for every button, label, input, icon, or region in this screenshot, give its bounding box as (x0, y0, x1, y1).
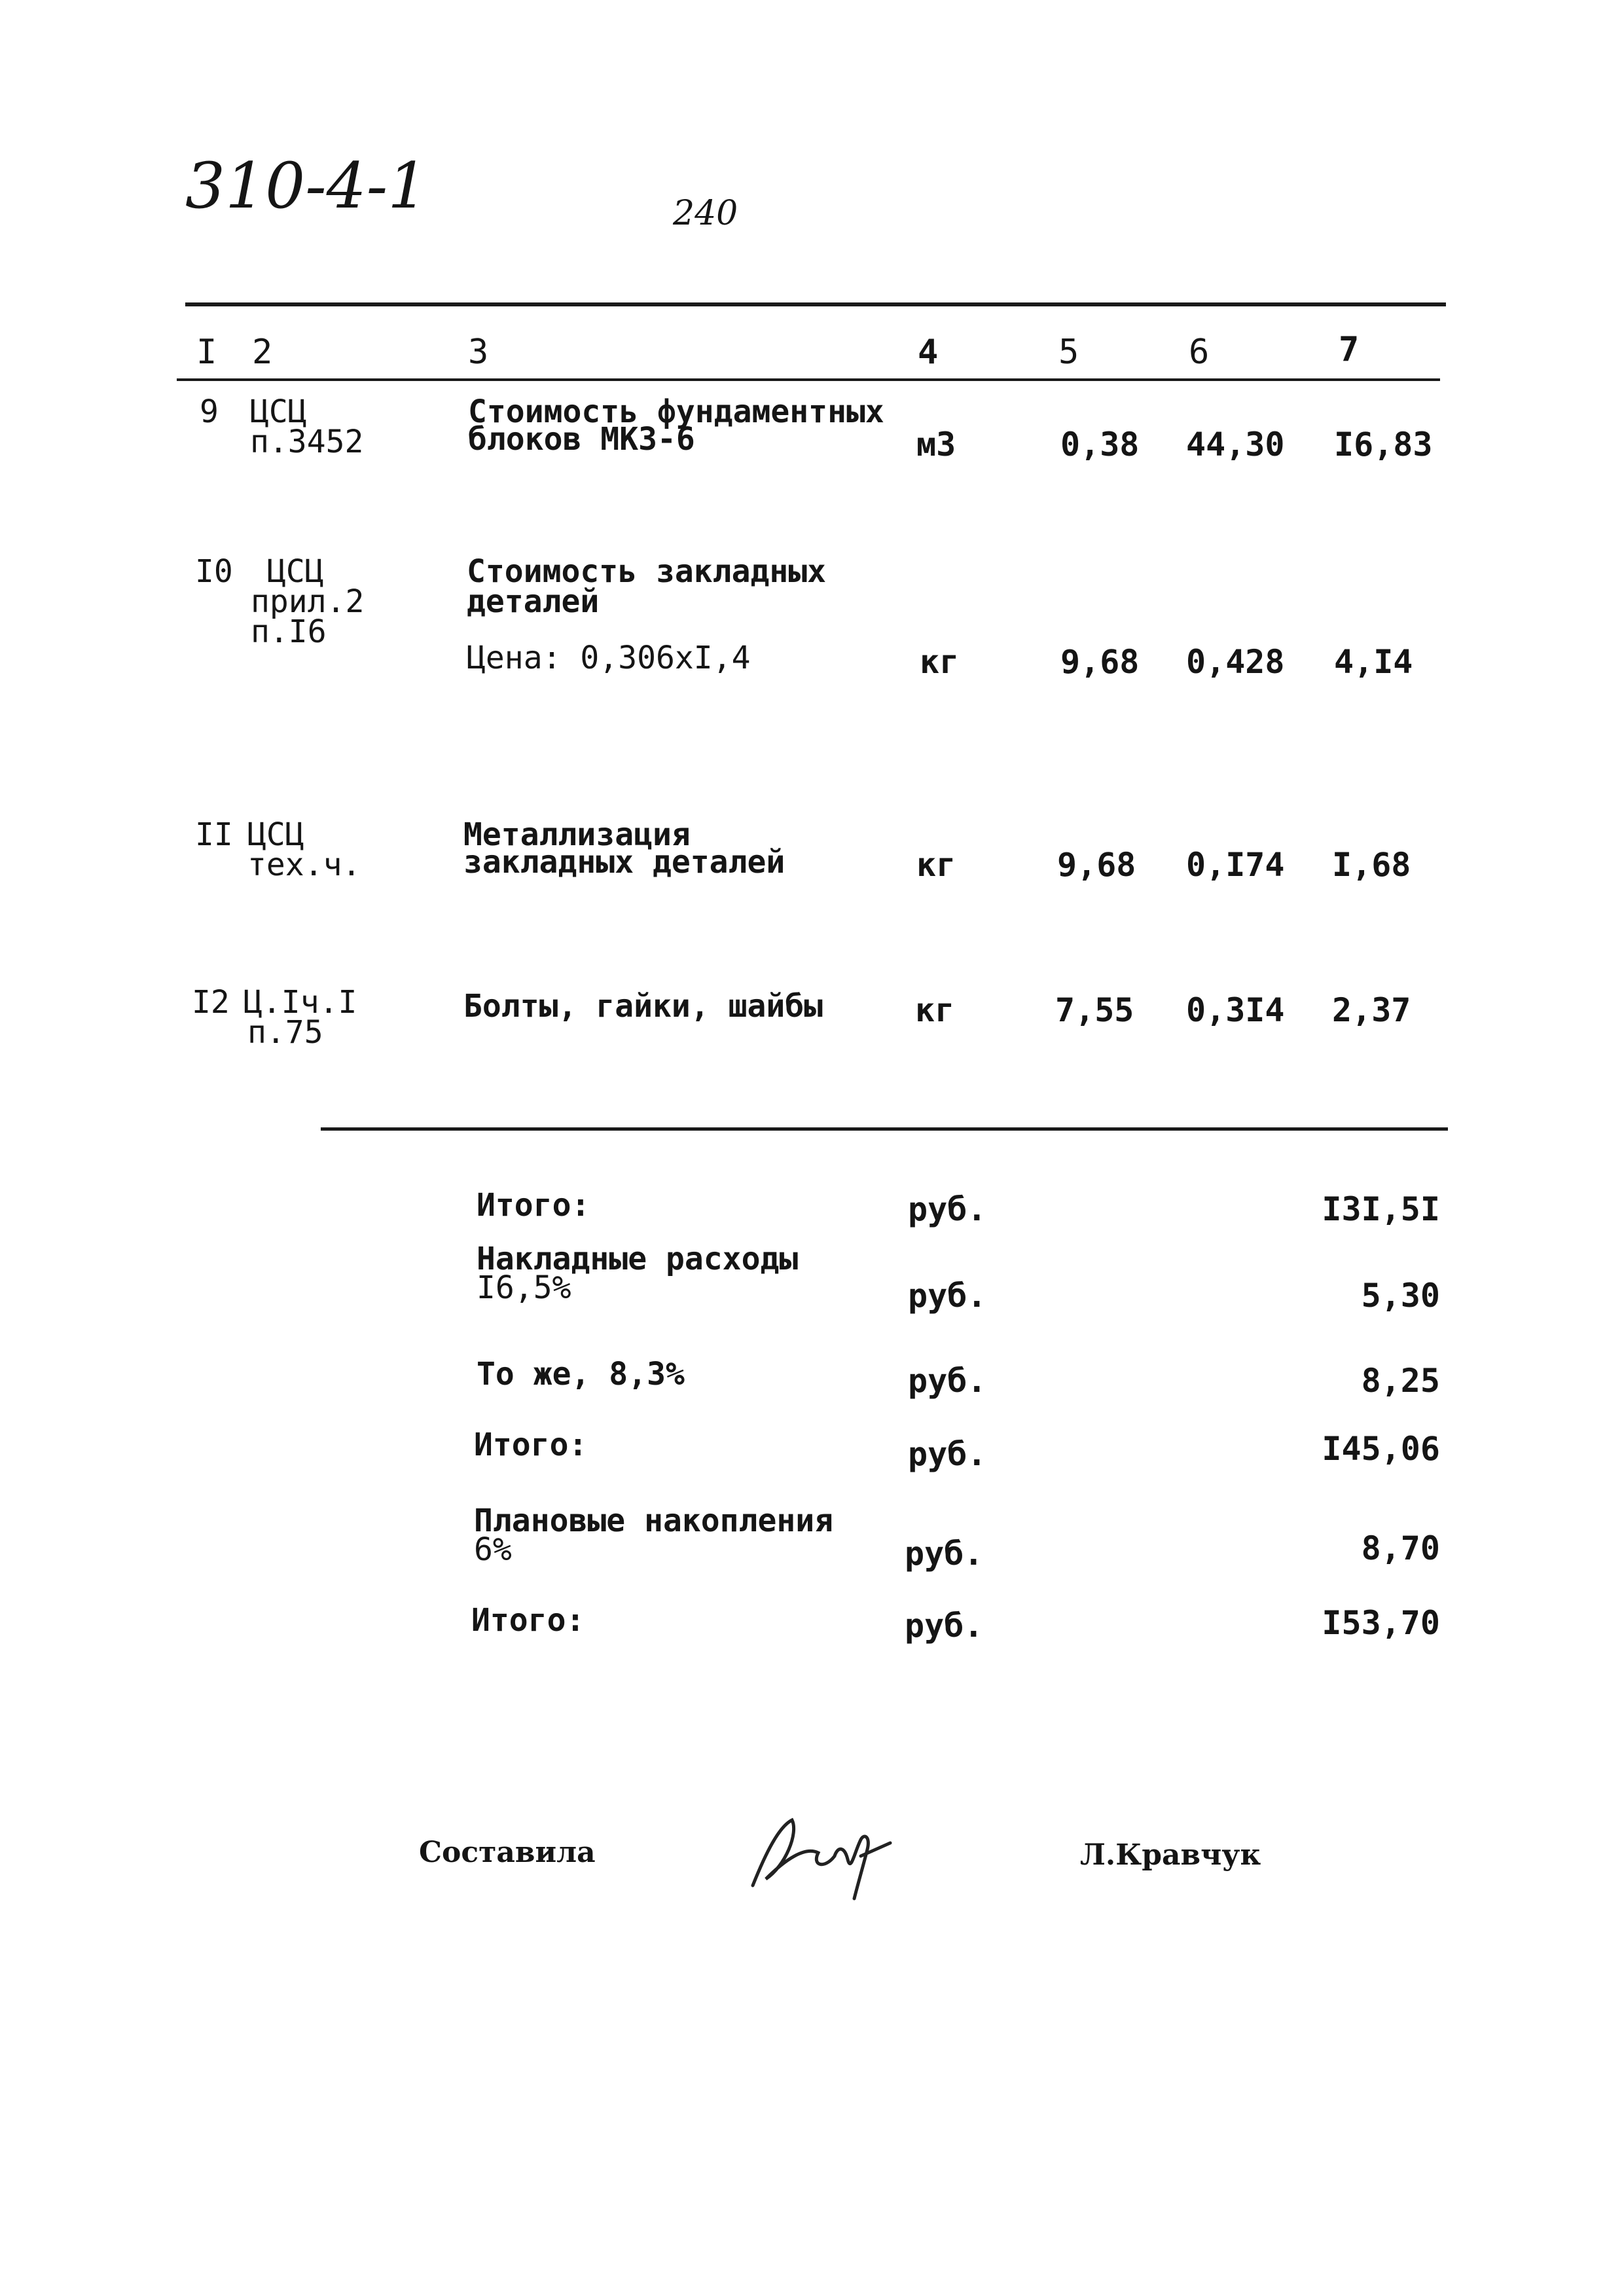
row-source: п.I6 (251, 613, 327, 650)
row-unit-price: 0,I74 (1186, 846, 1285, 884)
table-top-rule (185, 302, 1446, 306)
document-code: 310-4-1 (185, 149, 428, 223)
summary-label: I6,5% (477, 1269, 571, 1306)
row-source: ЦСЦ (247, 816, 304, 853)
row-quantity: 0,38 (1060, 426, 1140, 464)
row-quantity: 9,68 (1060, 643, 1140, 681)
summary-unit: руб. (905, 1607, 984, 1645)
row-name: деталей (467, 583, 600, 620)
row-source: п.3452 (250, 424, 364, 460)
column-header-6: 6 (1189, 333, 1210, 372)
summary-unit: руб. (905, 1535, 984, 1573)
column-header-2: 2 (252, 333, 273, 372)
row-unit-price: 0,3I4 (1186, 991, 1285, 1029)
summary-unit: руб. (908, 1362, 987, 1400)
row-source: п.75 (247, 1014, 323, 1051)
row-unit: кг (915, 991, 955, 1029)
row-name: Стоимость фундаментных (468, 393, 884, 430)
signer-name: Л.Кравчук (1080, 1838, 1261, 1872)
summary-label: Итого: (474, 1427, 588, 1463)
row-name: Металлизация (463, 816, 691, 853)
summary-total: I53,70 (1322, 1604, 1440, 1642)
row-unit-price: 0,428 (1186, 643, 1285, 681)
row-source: тех.ч. (247, 847, 361, 883)
column-header-4: 4 (918, 333, 939, 372)
column-header-5: 5 (1058, 333, 1079, 372)
row-unit-price: 44,30 (1186, 426, 1285, 464)
handwritten-signature (740, 1807, 910, 1905)
row-source: ЦСЦ (250, 393, 307, 430)
row-total: 4,I4 (1334, 643, 1413, 681)
row-name: Стоимость закладных (467, 553, 827, 590)
column-header-3: 3 (468, 333, 489, 372)
column-header-1: I (196, 333, 217, 372)
row-quantity: 9,68 (1057, 846, 1136, 884)
column-header-7: 7 (1339, 330, 1360, 369)
summary-unit: руб. (908, 1435, 987, 1473)
summary-rule (321, 1127, 1448, 1131)
row-total: I,68 (1332, 846, 1411, 884)
summary-label: 6% (474, 1531, 512, 1568)
row-number: II (195, 816, 233, 853)
row-number: I0 (195, 553, 233, 590)
row-price-formula: Цена: 0,306хI,4 (467, 640, 751, 676)
row-number: I2 (192, 984, 230, 1021)
summary-label: Итого: (471, 1602, 585, 1639)
summary-label: То же, 8,3% (477, 1356, 685, 1393)
summary-unit: руб. (908, 1190, 987, 1228)
row-source: прил.2 (251, 583, 365, 620)
row-total: I6,83 (1334, 426, 1433, 464)
row-source: Ц.Iч.I (244, 984, 357, 1021)
row-number: 9 (200, 393, 219, 430)
row-unit: кг (920, 643, 960, 681)
summary-total: 8,70 (1361, 1529, 1440, 1567)
table-header-rule (177, 378, 1440, 381)
compiled-by-label: Составила (419, 1836, 596, 1869)
row-name: закладных деталей (463, 844, 785, 881)
summary-label: Плановые накопления (474, 1503, 834, 1539)
summary-label: Итого: (477, 1187, 590, 1224)
summary-unit: руб. (908, 1277, 987, 1315)
row-total: 2,37 (1332, 991, 1411, 1029)
summary-total: I45,06 (1322, 1430, 1440, 1468)
summary-total: 5,30 (1361, 1277, 1440, 1315)
row-source: ЦСЦ (267, 553, 324, 590)
summary-total: 8,25 (1361, 1362, 1440, 1400)
summary-label: Накладные расходы (477, 1241, 799, 1277)
row-name: Болты, гайки, шайбы (463, 988, 823, 1025)
row-unit: кг (916, 846, 956, 884)
row-unit: м3 (916, 426, 956, 464)
summary-total: I3I,5I (1322, 1190, 1440, 1228)
row-quantity: 7,55 (1055, 991, 1134, 1029)
row-name: блоков МКЗ-6 (468, 421, 695, 458)
page-number: 240 (673, 194, 738, 233)
